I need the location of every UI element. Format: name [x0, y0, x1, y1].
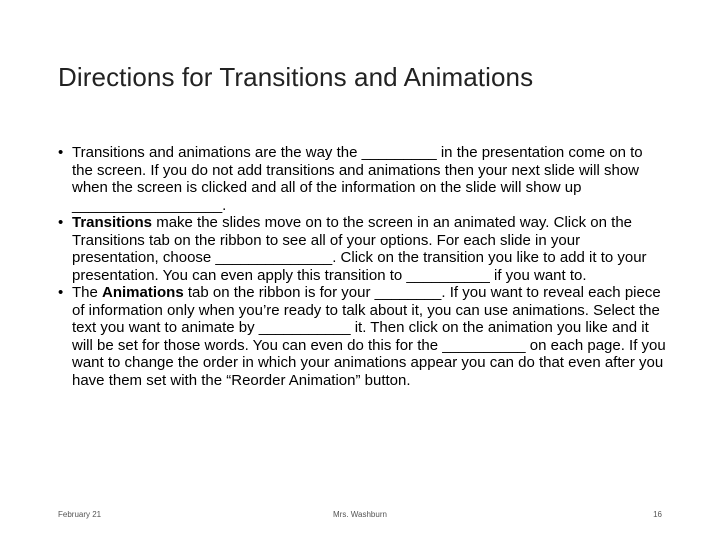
bullet-marker: • — [58, 144, 64, 161]
bullet-text: The — [72, 284, 103, 301]
footer-date: February 21 — [58, 510, 102, 519]
slide-title: Directions for Transitions and Animations — [58, 62, 534, 92]
bullet-text: Transitions and animations are the way the _________ in the presentation come on to the screen. If you do not add transitions and animations then your next slide will show when the screen is clicked and all of the information on the slide will show up __________________. — [72, 144, 643, 214]
bullet-bold-term: Transitions — [72, 214, 153, 231]
bullet-list — [58, 144, 666, 389]
bullet-item — [58, 214, 666, 284]
bullet-marker: • — [58, 284, 64, 301]
bullet-item — [58, 144, 666, 214]
footer-page-number: 16 — [653, 510, 662, 519]
bullet-text-continued: make the slides move on to the screen in an animated way. Click on the Transitions tab on the ribbon to see all of your options. For each slide in your presentation, choose ______________. Click on the transition you like to add it to your presentation. You can even apply this transition to __________ if you want to. — [72, 214, 647, 284]
bullet-item — [58, 284, 666, 389]
bullet-bold-term: Animations — [102, 284, 184, 301]
footer-author: Mrs. Washburn — [333, 510, 387, 519]
bullet-marker: • — [58, 214, 64, 231]
bullet-text-continued: tab on the ribbon is for your ________. If you want to reveal each piece of information only when you’re ready to talk about it, you can use animations. Select the text you want to animate by ___________ it. Then click on the animation you like and it will be set for those words. You can even do this for the __________ on each page. If you want to change the order in which your animations appear you can do that even after you have them set with the “Reorder Animation” button. — [72, 284, 666, 389]
